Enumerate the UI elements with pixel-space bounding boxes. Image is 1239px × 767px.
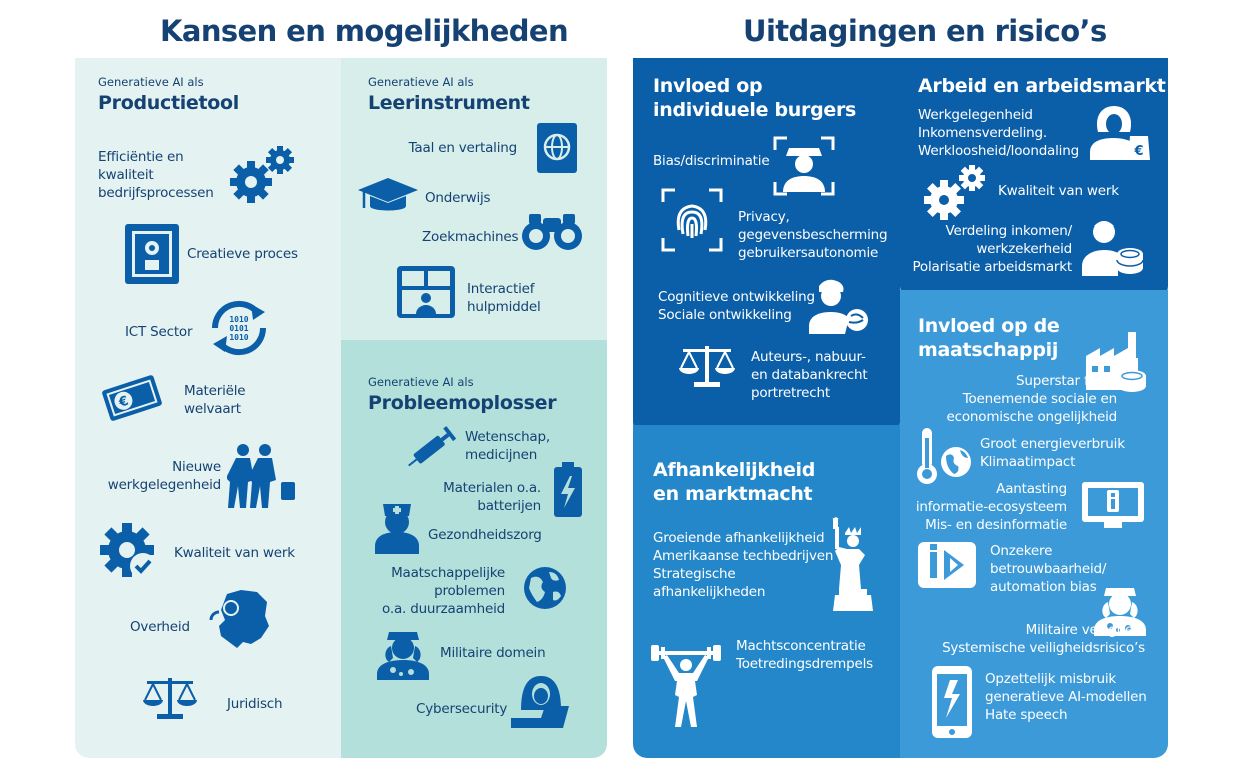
item-militair: Militaire domein bbox=[440, 645, 546, 661]
item-superstar: Superstar firms Toenemende sociale en economische ongelijkheid bbox=[946, 373, 1117, 425]
walking-people-icon bbox=[227, 440, 299, 512]
panel-pre-label: Generatieve AI als bbox=[368, 375, 474, 389]
item-materialen: Materialen o.a. batterijen bbox=[443, 480, 541, 514]
item-groeiende-afhankelijkheid: Groeiende afhankelijkheid Amerikaanse techbedrijven Strategische afhankelijkheden bbox=[653, 530, 834, 600]
panel-title: Invloed op individuele burgers bbox=[653, 75, 857, 121]
item-juridisch: Juridisch bbox=[227, 696, 283, 712]
panel-probleemoplosser bbox=[341, 340, 607, 758]
panel-title: Probleemoplosser bbox=[368, 392, 557, 414]
gears-icon bbox=[225, 144, 301, 206]
item-bias: Bias/discriminatie bbox=[653, 153, 770, 169]
heading-challenges: Uitdagingen en risico’s bbox=[743, 14, 1107, 48]
item-machtsconcentratie: Machtsconcentratie Toetredingsdrempels bbox=[736, 638, 873, 672]
graduation-cap-icon bbox=[356, 176, 420, 216]
item-onderwijs: Onderwijs bbox=[425, 190, 491, 206]
painting-icon bbox=[123, 222, 181, 286]
weightlifter-icon bbox=[651, 645, 721, 729]
item-creatieve: Creatieve proces bbox=[187, 246, 298, 262]
item-privacy: Privacy, gegevensbescherming gebruikersautonomie bbox=[738, 209, 888, 261]
item-verdeling-inkomen: Verdeling inkomen/ werkzekerheid Polarisatie arbeidsmarkt bbox=[912, 223, 1072, 275]
item-gezondheidszorg: Gezondheidszorg bbox=[428, 527, 542, 543]
panel-arbeid bbox=[900, 58, 1168, 300]
item-zoekmachines: Zoekmachines bbox=[422, 229, 519, 245]
svg-text:0101: 0101 bbox=[229, 324, 249, 333]
globe-icon bbox=[519, 564, 571, 614]
statue-of-liberty-icon bbox=[829, 517, 873, 613]
item-militaire-veiligheid: Militaire veiligheid Systemische veiligheidsrisico’s bbox=[942, 622, 1145, 656]
heading-opportunities: Kansen en mogelijkheden bbox=[160, 14, 569, 48]
binoculars-icon bbox=[521, 210, 583, 252]
soldier-woman-icon bbox=[371, 624, 435, 680]
panel-afhankelijkheid bbox=[633, 425, 900, 758]
person-brain-icon bbox=[805, 274, 871, 336]
uncertain-robot-icon bbox=[916, 540, 978, 590]
item-cognitief: Cognitieve ontwikkeling Sociale ontwikkeling bbox=[658, 289, 815, 323]
scales-icon bbox=[141, 672, 199, 722]
panel-maatschappij bbox=[900, 290, 1168, 758]
item-onzekere-betrouwbaarheid: Onzekere betrouwbaarheid/ automation bias bbox=[990, 543, 1107, 595]
man-coins-icon bbox=[1080, 216, 1144, 276]
item-informatie-ecosysteem: Aantasting informatie-ecosysteem Mis- en desinformatie bbox=[915, 481, 1067, 533]
woman-money-icon bbox=[1088, 102, 1150, 160]
panel-productietool bbox=[75, 58, 341, 758]
item-kwaliteit: Kwaliteit van werk bbox=[174, 545, 295, 561]
item-materiele: Materiële welvaart bbox=[184, 383, 246, 417]
panel-leerinstrument bbox=[341, 58, 607, 356]
item-werkgelegenheid: Nieuwe werkgelegenheid bbox=[107, 459, 221, 493]
item-opzettelijk-misbruik: Opzettelijk misbruik generatieve AI-modellen Hate speech bbox=[985, 671, 1147, 723]
passport-globe-icon bbox=[534, 120, 580, 176]
item-kwaliteit-werk: Kwaliteit van werk bbox=[998, 183, 1119, 199]
panel-title: Productietool bbox=[98, 92, 240, 114]
panel-title: Invloed op de maatschappij bbox=[918, 315, 1060, 361]
thermometer-globe-icon bbox=[914, 424, 976, 486]
battery-icon bbox=[551, 460, 585, 520]
panel-title: Arbeid en arbeidsmarkt bbox=[918, 75, 1166, 97]
item-werkgelegenheid: Werkgelegenheid Inkomensverdeling. Werkloosheid/loondaling bbox=[918, 107, 1079, 159]
svg-text:1010: 1010 bbox=[229, 333, 249, 342]
panel-title: Afhankelijkheid en marktmacht bbox=[653, 459, 816, 505]
svg-text:€: € bbox=[1134, 144, 1144, 159]
phone-broken-icon bbox=[930, 664, 974, 740]
netherlands-map-icon bbox=[207, 586, 275, 650]
panel-invloed-burgers bbox=[633, 58, 900, 436]
item-efficientie: Efficiëntie en kwaliteit bedrijfsprocessen bbox=[98, 149, 214, 201]
scales-icon bbox=[677, 340, 737, 390]
gear-check-icon bbox=[99, 522, 159, 582]
panel-pre-label: Generatieve AI als bbox=[98, 75, 204, 89]
item-ict: ICT Sector bbox=[125, 324, 193, 340]
item-maatschappelijk: Maatschappelijke problemen o.a. duurzaamheid bbox=[382, 565, 505, 617]
item-taal: Taal en vertaling bbox=[408, 140, 517, 156]
panel-pre-label: Generatieve AI als bbox=[368, 75, 474, 89]
item-overheid: Overheid bbox=[130, 619, 190, 635]
syringe-icon bbox=[399, 424, 461, 474]
panel-title: Leerinstrument bbox=[368, 92, 530, 114]
item-wetenschap: Wetenschap, medicijnen bbox=[465, 429, 550, 463]
fingerprint-scan-icon bbox=[661, 188, 723, 252]
hacker-laptop-icon bbox=[509, 670, 571, 734]
svg-text:€: € bbox=[117, 393, 131, 411]
gears-icon bbox=[920, 162, 990, 222]
face-scan-icon bbox=[773, 136, 835, 196]
item-auteursrecht: Auteurs-, nabuur- en databankrecht portretrecht bbox=[751, 349, 868, 401]
svg-text:1010: 1010 bbox=[229, 315, 249, 324]
video-call-icon bbox=[395, 264, 457, 320]
info-screen-icon bbox=[1080, 480, 1146, 530]
item-interactief: Interactief hulpmiddel bbox=[467, 281, 541, 315]
banknote-euro-icon bbox=[101, 372, 163, 424]
nurse-icon bbox=[371, 498, 423, 554]
item-energieverbruik: Groot energieverbruik Klimaatimpact bbox=[980, 436, 1125, 470]
binary-cycle-icon bbox=[205, 298, 273, 358]
item-cybersecurity: Cybersecurity bbox=[416, 701, 508, 717]
